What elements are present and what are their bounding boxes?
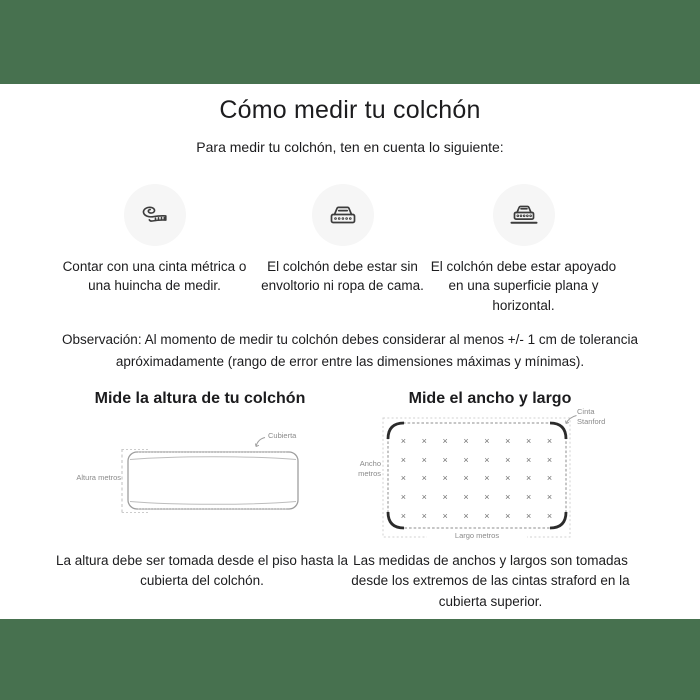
tuft-mark: × <box>463 436 469 447</box>
tip-bare-mattress <box>245 184 440 296</box>
cover-label: Cubierta <box>268 431 297 440</box>
size-caption: Las medidas de anchos y largos son tomadas desde los extremos de las cintas straford en la cubierta superior. <box>351 553 630 609</box>
bottom-band <box>0 619 700 700</box>
mattress-on-surface-icon <box>504 195 544 235</box>
height-section-title: Mide la altura de tu colchón <box>94 390 306 407</box>
tip-text: El colchón debe estar apoyado en una superficie plana y horizontal. <box>430 259 617 313</box>
page-subtitle: Para medir tu colchón, ten en cuenta lo siguiente: <box>196 139 504 155</box>
tuft-mark: × <box>526 510 532 521</box>
tuft-mark: × <box>442 492 448 503</box>
length-axis-label: Largo metros <box>427 531 527 541</box>
icon-circle <box>312 184 374 246</box>
tuft-mark: × <box>546 454 553 465</box>
tuft-grid <box>393 432 560 525</box>
tuft-mark: × <box>546 510 553 521</box>
tuft-mark: × <box>484 492 490 503</box>
tuft-mark: × <box>484 436 490 447</box>
tuft-mark: × <box>546 473 553 484</box>
tuft-mark: × <box>484 454 490 465</box>
tuft-mark: × <box>546 436 553 447</box>
tuft-mark: × <box>421 492 427 503</box>
tuft-mark: × <box>421 473 427 484</box>
mattress-icon <box>323 195 363 235</box>
tuft-mark: × <box>400 510 407 521</box>
page-title: Cómo medir tu colchón <box>219 96 481 124</box>
tip-text: El colchón debe estar sin envoltorio ni ropa de cama. <box>261 259 424 294</box>
tuft-mark: × <box>442 454 448 465</box>
tuft-mark: × <box>546 492 553 503</box>
icon-circle <box>493 184 555 246</box>
measuring-tape-icon <box>135 195 175 235</box>
size-diagram <box>355 407 635 542</box>
tape-label: Cinta Stanford <box>577 407 606 426</box>
tuft-mark: × <box>421 510 427 521</box>
size-section-title: Mide el ancho y largo <box>408 390 572 407</box>
tuft-mark: × <box>442 473 448 484</box>
tuft-mark: × <box>526 492 532 503</box>
tuft-mark: × <box>463 510 469 521</box>
tip-text: Contar con una cinta métrica o una huincha de medir. <box>62 259 247 294</box>
tuft-mark: × <box>526 454 532 465</box>
tip-flat-surface <box>426 184 621 315</box>
tuft-mark: × <box>526 436 532 447</box>
content-panel <box>0 84 700 619</box>
tuft-mark: × <box>400 473 407 484</box>
tuft-mark: × <box>505 454 511 465</box>
tuft-mark: × <box>505 492 511 503</box>
tuft-mark: × <box>421 436 427 447</box>
tuft-mark: × <box>505 436 511 447</box>
tuft-mark: × <box>526 473 532 484</box>
tuft-mark: × <box>505 510 511 521</box>
tuft-mark: × <box>421 454 427 465</box>
tuft-mark: × <box>463 454 469 465</box>
width-axis-label: Ancho metros <box>358 459 381 478</box>
tuft-mark: × <box>505 473 511 484</box>
height-caption: La altura debe ser tomada desde el piso hasta la cubierta del colchón. <box>56 553 348 589</box>
height-axis-label: Altura metros <box>76 473 121 482</box>
top-band <box>0 0 700 84</box>
observation-text: Observación: Al momento de medir tu colchón debes considerar al menos +/- 1 cm de tolerancia apróximadamente (rango de error entre las dimensiones máximas y mínimas). <box>62 332 638 369</box>
icon-circle <box>124 184 186 246</box>
tuft-mark: × <box>400 492 407 503</box>
tuft-mark: × <box>484 510 490 521</box>
tuft-mark: × <box>484 473 490 484</box>
height-diagram <box>75 429 325 519</box>
tuft-mark: × <box>463 473 469 484</box>
tuft-mark: × <box>400 436 407 447</box>
tuft-mark: × <box>463 492 469 503</box>
tip-measuring-tape <box>57 184 252 296</box>
tuft-mark: × <box>442 436 448 447</box>
tuft-mark: × <box>442 510 448 521</box>
tuft-mark: × <box>400 454 407 465</box>
